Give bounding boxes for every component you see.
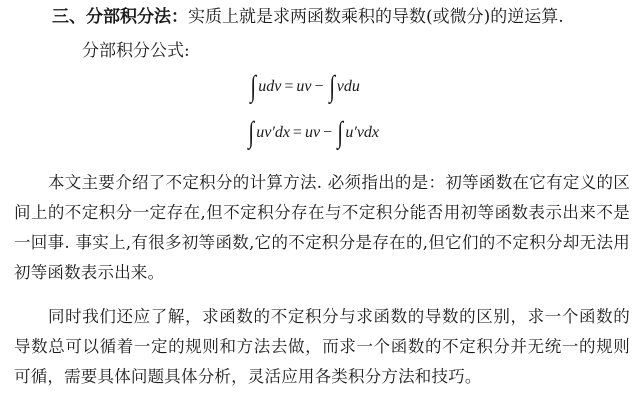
formula-rhs: u′vdx [345, 124, 380, 141]
comparison-paragraph: 同时我们还应了解，求函数的不定积分与求函数的导数的区别，求一个函数的导数总可以循着一定的规则和方法去做，而求一个函数的不定积分并无统一的规则可循，需要具体问题具体分析，灵活应用各类积分方法和技巧。 [14, 307, 630, 386]
section-title: 分部积分法： [86, 7, 188, 27]
integration-by-parts-formula [248, 72, 360, 102]
minus-sign: − [323, 124, 333, 141]
formula-caption: 分部积分公式: [82, 41, 190, 61]
formula-lhs: udv [258, 78, 282, 95]
formula-uv: uv [296, 78, 312, 95]
summary-paragraph: 本文主要介绍了不定积分的计算方法. 必须指出的是：初等函数在它有定义的区间上的不定积分一定存在,但不定积分存在与不定积分能否用初等函数表示出来不是一回事. 事实上,有很多初等函数,它的不定积分是存在的,但它们的不定积分却无法用初等函数表示出来。 [14, 173, 630, 282]
integral-sign: ∫ [248, 116, 254, 149]
formula-uv: uv [304, 124, 321, 141]
section-heading [52, 4, 564, 30]
equals-sign: = [284, 78, 294, 95]
minus-sign: − [314, 78, 324, 95]
integral-sign: ∫ [328, 70, 335, 103]
integration-by-parts-formula-derivative [246, 118, 379, 148]
integral-sign: ∫ [250, 70, 256, 103]
equals-sign: = [292, 124, 302, 141]
formula-rhs: vdu [336, 78, 360, 95]
section-description: 实质上就是求两函数乘积的导数(或微分)的逆运算. [188, 7, 564, 27]
integral-sign: ∫ [337, 116, 344, 149]
section-number: 三、 [52, 7, 86, 27]
formula-lhs: uv′dx [256, 124, 290, 141]
